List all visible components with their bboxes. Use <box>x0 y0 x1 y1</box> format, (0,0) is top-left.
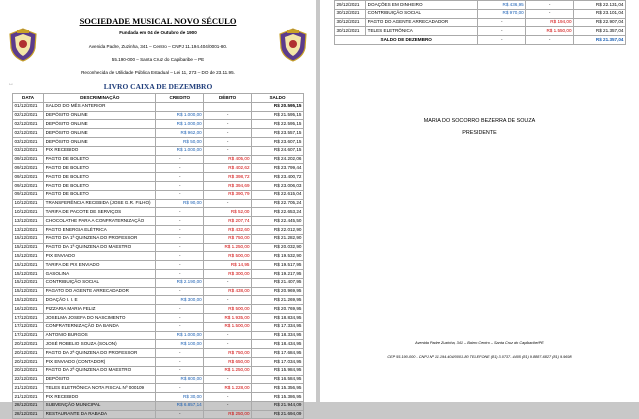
table-row <box>13 155 304 164</box>
cell-credit: R$ 50,00 <box>156 137 204 146</box>
summary-label: SALDO DE DEZEMBRO <box>335 36 478 45</box>
cell-credit: - <box>156 208 204 217</box>
cell-date: 28/12/2021 <box>13 401 44 410</box>
cell-debit: R$ 402,62 <box>204 164 252 173</box>
table-row <box>13 120 304 129</box>
cell-debit: R$ 14,95 <box>204 261 252 270</box>
cell-date: 21/12/2021 <box>13 384 44 393</box>
cell-date: 03/12/2021 <box>13 146 44 155</box>
cell-date: 02/12/2021 <box>13 120 44 129</box>
cell-debit: R$ 394,69 <box>204 181 252 190</box>
table-row <box>335 1 626 10</box>
table-row <box>13 146 304 155</box>
table-row <box>335 18 626 27</box>
cell-debit: R$ 650,00 <box>204 357 252 366</box>
cell-debit: - <box>204 120 252 129</box>
table-row <box>13 410 304 419</box>
cell-credit: R$ 1.000,00 <box>156 146 204 155</box>
cell-date: 15/12/2021 <box>13 296 44 305</box>
table-row <box>13 269 304 278</box>
cell-debit: R$ 405,00 <box>204 155 252 164</box>
cell-description: PAGTO DE BOLETO <box>44 173 156 182</box>
cell-credit: - <box>156 252 204 261</box>
cell-balance: R$ 24.202,06 <box>252 155 304 164</box>
table-row <box>13 331 304 340</box>
table-row <box>13 181 304 190</box>
cell-date: 03/12/2021 <box>13 137 44 146</box>
cell-description: PAGTO DE BOLETO <box>44 164 156 173</box>
cell-debit: - <box>204 296 252 305</box>
cell-credit: - <box>478 18 526 27</box>
col-header-date: DATA <box>13 94 44 103</box>
cell-credit: - <box>156 225 204 234</box>
cell-description: PIZZARIA MARIA FELIZ <box>44 305 156 314</box>
cell-description: DOAÇÃO I. I. E <box>44 296 156 305</box>
cell-debit: R$ 432,60 <box>204 225 252 234</box>
cell-balance: R$ 15.356,95 <box>252 384 304 393</box>
cell-credit: - <box>156 155 204 164</box>
signature-role: PRESIDENTE <box>462 130 497 136</box>
cell-description: PAGTO DE BOLETO <box>44 190 156 199</box>
cell-balance: R$ 19.517,95 <box>252 261 304 270</box>
table-row <box>13 111 304 120</box>
cell-credit: - <box>156 384 204 393</box>
cash-book-table-continued <box>334 0 626 45</box>
cell-credit: - <box>156 173 204 182</box>
table-row <box>13 164 304 173</box>
cell-description: CHOCOLATHE PARA A CONFRATERNIZAÇÃO <box>44 217 156 226</box>
cell-date: 20/12/2021 <box>13 340 44 349</box>
cell-debit: R$ 300,00 <box>204 269 252 278</box>
table-row <box>335 9 626 18</box>
cell-balance: R$ 22.012,90 <box>252 225 304 234</box>
cell-date: 15/12/2021 <box>13 261 44 270</box>
society-crest-icon-right <box>278 28 308 62</box>
cell-date: 22/12/2021 <box>13 375 44 384</box>
cell-date: 09/12/2021 <box>13 155 44 164</box>
footer-address: Avenida Padre Zuzinha, 341 – Bairro Centro – Santa Cruz do Capibaribe/PE <box>415 341 544 345</box>
cell-balance: R$ 23.400,72 <box>252 173 304 182</box>
cell-description: PIX RECEBIDO <box>44 393 156 402</box>
cell-debit: R$ 207,74 <box>204 217 252 226</box>
cell-debit: - <box>204 340 252 349</box>
cell-balance: R$ 21.944,09 <box>252 401 304 410</box>
summary-credit: - <box>478 36 526 45</box>
cell-balance: R$ 18.834,95 <box>252 313 304 322</box>
cell-date: 29/12/2021 <box>335 1 366 10</box>
cell-date: 09/12/2021 <box>13 181 44 190</box>
cell-debit: R$ 1.500,00 <box>204 322 252 331</box>
cell-description: DEPÓSITO ONLINE <box>44 120 156 129</box>
cell-debit: R$ 750,00 <box>204 349 252 358</box>
cell-date: 30/12/2021 <box>335 27 366 36</box>
cell-date: 28/12/2021 <box>13 410 44 419</box>
cell-credit: - <box>156 305 204 314</box>
cell-description: CONFRATERNIZAÇÃO DA BANDA <box>44 322 156 331</box>
cell-description: DEPÓSITO <box>44 375 156 384</box>
ledger-page-1 <box>0 0 316 417</box>
society-crest-icon <box>8 28 38 62</box>
cell-description: TRANSFERÊNCIA RECEBIDA (JOSE G.R. FILHO) <box>44 199 156 208</box>
table-row <box>13 322 304 331</box>
table-row <box>13 243 304 252</box>
cell-date: 09/12/2021 <box>13 164 44 173</box>
table-header-row <box>13 94 304 103</box>
cell-date: 30/12/2021 <box>335 18 366 27</box>
table-row <box>13 208 304 217</box>
cell-debit: R$ 194,00 <box>526 18 574 27</box>
table-row <box>13 357 304 366</box>
table-row <box>13 366 304 375</box>
cell-credit: R$ 962,00 <box>156 129 204 138</box>
cell-balance: R$ 23.799,44 <box>252 164 304 173</box>
cell-date: 15/12/2021 <box>13 278 44 287</box>
move-handle-icon[interactable]: ↔ <box>8 81 14 87</box>
cell-description: PAGTO DA 2ª QUINZENA DO PROFESSOR <box>44 349 156 358</box>
cell-description: PIX RECEBIDO <box>44 146 156 155</box>
cell-balance: R$ 22.907,04 <box>574 18 626 27</box>
table-row <box>13 384 304 393</box>
cell-balance: R$ 22.445,50 <box>252 217 304 226</box>
cell-description: ANTONIO BURGOS <box>44 331 156 340</box>
cell-debit: R$ 500,00 <box>204 305 252 314</box>
col-header-credit: CREDITO <box>156 94 204 103</box>
summary-balance: R$ 21.357,04 <box>574 36 626 45</box>
cell-credit: - <box>156 234 204 243</box>
ledger-page-2 <box>320 0 639 402</box>
cell-balance: R$ 21.595,15 <box>252 111 304 120</box>
cell-balance: R$ 18.434,95 <box>252 340 304 349</box>
cell-description: CONTRIBUIÇÃO SOCIAL <box>366 9 478 18</box>
cell-credit: R$ 1.000,00 <box>156 111 204 120</box>
table-row <box>13 287 304 296</box>
cell-debit <box>204 102 252 111</box>
cell-balance: R$ 20.969,95 <box>252 287 304 296</box>
table-row <box>13 296 304 305</box>
cell-balance: R$ 21.357,04 <box>574 27 626 36</box>
cell-description: PAGTO DA 1ª QUINZENA DO PROFESSOR <box>44 234 156 243</box>
cell-balance: R$ 20.595,15 <box>252 102 304 111</box>
cell-description: SALDO DO MÊS ANTERIOR <box>44 102 156 111</box>
cell-debit: R$ 52,00 <box>204 208 252 217</box>
cell-description: CONTRIBUIÇÃO SOCIAL <box>44 278 156 287</box>
cell-credit: - <box>156 190 204 199</box>
cell-date: 10/12/2021 <box>13 199 44 208</box>
cell-description: DEPÓSITO ONLINE <box>44 111 156 120</box>
recognition-line: Reconhecida de Utilidade Pública Estadual – Lei 11, 273 – DO de 23.11.95. <box>81 70 235 75</box>
col-header-debit: DÉBITO <box>204 94 252 103</box>
table-row <box>13 190 304 199</box>
table-row <box>13 278 304 287</box>
cell-debit: - <box>204 375 252 384</box>
cell-description: PAGTO DA 1ª QUINZENA DO MAESTRO <box>44 243 156 252</box>
cell-date: 10/12/2021 <box>13 208 44 217</box>
table-row <box>13 173 304 182</box>
cell-balance: R$ 23.101,04 <box>574 9 626 18</box>
cell-credit: - <box>156 349 204 358</box>
table-row <box>13 393 304 402</box>
cell-description: PAGTO ENERGIA ELÉTRICA <box>44 225 156 234</box>
cell-debit: R$ 750,00 <box>204 234 252 243</box>
cell-date: 15/12/2021 <box>13 243 44 252</box>
cep-line: 55.190-000 – Santa Cruz do Capibaribe – PE <box>111 57 205 62</box>
table-row <box>13 102 304 111</box>
table-row <box>13 313 304 322</box>
cell-date: 15/12/2021 <box>13 269 44 278</box>
cell-description: PAGTO DA 2ª QUINZENA DO MAESTRO <box>44 366 156 375</box>
cell-debit: R$ 438,00 <box>204 287 252 296</box>
cell-credit: R$ 800,00 <box>156 375 204 384</box>
cell-credit: - <box>156 287 204 296</box>
table-row <box>13 349 304 358</box>
cell-balance: R$ 23.607,15 <box>252 137 304 146</box>
cell-date: 09/12/2021 <box>13 173 44 182</box>
cell-balance: R$ 18.334,95 <box>252 331 304 340</box>
cell-description: DOAÇÕES EM DINHEIRO <box>366 1 478 10</box>
cell-debit: - <box>204 401 252 410</box>
cell-date: 02/12/2021 <box>13 129 44 138</box>
col-header-description: DESCRIMINAÇÃO <box>44 94 156 103</box>
cell-date: 20/12/2021 <box>13 357 44 366</box>
cell-credit: R$ 90,00 <box>156 199 204 208</box>
cell-credit <box>156 102 204 111</box>
cell-credit: - <box>156 243 204 252</box>
cell-description: DEPÓSITO ONLINE <box>44 129 156 138</box>
cell-debit: R$ 1.250,00 <box>204 366 252 375</box>
cell-debit: - <box>526 9 574 18</box>
cell-balance: R$ 19.217,95 <box>252 269 304 278</box>
cell-debit: R$ 250,00 <box>204 410 252 419</box>
cell-credit: R$ 6.857,14 <box>156 401 204 410</box>
table-row <box>13 217 304 226</box>
cell-description: PAGTO DE BOLETO <box>44 181 156 190</box>
cell-date: 13/12/2021 <box>13 225 44 234</box>
cell-description: GASOLINA <box>44 269 156 278</box>
summary-debit: - <box>526 36 574 45</box>
cell-credit: - <box>156 357 204 366</box>
cell-credit: R$ 30,00 <box>156 393 204 402</box>
table-row <box>13 252 304 261</box>
cell-credit: - <box>156 269 204 278</box>
cell-date: 15/12/2021 <box>13 252 44 261</box>
cell-balance: R$ 21.282,90 <box>252 234 304 243</box>
cell-credit: R$ 2.190,00 <box>156 278 204 287</box>
cell-description: PAGTO DO AGENTE ARRECADADOR <box>366 18 478 27</box>
table-row <box>13 401 304 410</box>
cell-credit: R$ 1.000,00 <box>156 120 204 129</box>
cell-credit: R$ 970,00 <box>478 9 526 18</box>
cell-date: 09/12/2021 <box>13 190 44 199</box>
table-row <box>13 225 304 234</box>
cell-credit: R$ 100,00 <box>156 340 204 349</box>
cell-credit: R$ 300,00 <box>156 296 204 305</box>
cell-balance: R$ 17.034,95 <box>252 357 304 366</box>
cell-balance: R$ 22.595,15 <box>252 120 304 129</box>
cell-debit: R$ 500,00 <box>204 252 252 261</box>
cell-date: 01/12/2021 <box>13 102 44 111</box>
table-row <box>13 375 304 384</box>
cell-debit: - <box>526 1 574 10</box>
cell-balance: R$ 21.407,95 <box>252 278 304 287</box>
table-row <box>13 234 304 243</box>
cell-debit: - <box>204 393 252 402</box>
cell-debit: R$ 398,72 <box>204 173 252 182</box>
table-row <box>13 261 304 270</box>
cell-balance: R$ 20.769,95 <box>252 305 304 314</box>
address-line: Avenida Padre, Zuzinha, 341 – Centro – CNPJ 11.194.404/0001-80. <box>88 44 228 49</box>
cell-balance: R$ 19.532,90 <box>252 252 304 261</box>
cell-description: PAGATO DO AGENTE ARRECADADOR <box>44 287 156 296</box>
cell-date: 13/12/2021 <box>13 217 44 226</box>
cell-credit: R$ 1.000,00 <box>156 331 204 340</box>
cell-balance: R$ 23.557,15 <box>252 129 304 138</box>
cell-balance: R$ 17.334,95 <box>252 322 304 331</box>
table-row <box>13 129 304 138</box>
cell-balance: R$ 22.705,24 <box>252 199 304 208</box>
cell-balance: R$ 24.607,15 <box>252 146 304 155</box>
cell-date: 17/12/2021 <box>13 322 44 331</box>
cell-credit: R$ 436,95 <box>478 1 526 10</box>
cell-description: TARIFA DE PACOTE DE SERVIÇOS <box>44 208 156 217</box>
signature-name: MARIA DO SOCORRO BEZERRA DE SOUZA <box>423 118 536 124</box>
cell-debit: R$ 1.935,00 <box>204 313 252 322</box>
cell-debit: - <box>204 146 252 155</box>
cell-credit: - <box>156 181 204 190</box>
cell-credit: - <box>156 164 204 173</box>
footer-contact: CEP 55.190-000 - CNPJ Nº 11.194.404/0001-80 TELEFONE (81) 3.0737- 4405 (81) 9.8887-6827 (81) 9.9698 <box>387 355 572 359</box>
cell-date: 17/12/2021 <box>13 331 44 340</box>
cell-date: 20/12/2021 <box>13 349 44 358</box>
cell-balance: R$ 16.584,95 <box>252 375 304 384</box>
cell-date: 21/12/2021 <box>13 393 44 402</box>
cell-balance: R$ 23.006,03 <box>252 181 304 190</box>
cell-credit: - <box>478 27 526 36</box>
cell-date: 02/12/2021 <box>13 111 44 120</box>
cell-balance: R$ 17.684,95 <box>252 349 304 358</box>
book-title: LIVRO CAIXA DE DEZEMBRO <box>103 82 213 91</box>
cell-debit: R$ 1.550,00 <box>526 27 574 36</box>
cell-credit: - <box>156 322 204 331</box>
cell-description: TARIFA DE PIX ENVIADO <box>44 261 156 270</box>
cell-debit: - <box>204 137 252 146</box>
cell-credit: - <box>156 410 204 419</box>
society-title: SOCIEDADE MUSICAL NOVO SÉCULO <box>79 16 237 26</box>
cell-balance: R$ 21.694,09 <box>252 410 304 419</box>
cell-balance: R$ 15.984,95 <box>252 366 304 375</box>
cell-description: RESTAURANTE DA RABADA <box>44 410 156 419</box>
founded-line: Fundada em 04 de Outubro de 1900 <box>119 30 197 35</box>
cell-balance: R$ 21.269,95 <box>252 296 304 305</box>
cell-description: SUBVENÇÃO MUNICIPAL <box>44 401 156 410</box>
cell-credit: - <box>156 217 204 226</box>
table-row <box>13 199 304 208</box>
cell-date: 30/12/2021 <box>335 9 366 18</box>
cell-date: 16/12/2021 <box>13 305 44 314</box>
table-row <box>13 137 304 146</box>
cell-date: 17/12/2021 <box>13 313 44 322</box>
summary-row <box>335 36 626 45</box>
cell-description: PAGTO DE BOLETO <box>44 155 156 164</box>
cell-description: TELES ELETRÔNICA <box>366 27 478 36</box>
cell-balance: R$ 15.386,95 <box>252 393 304 402</box>
cell-description: TELES ELETRÔNICA NOTA FISCAL Nº 000109 <box>44 384 156 393</box>
cell-date: 15/12/2021 <box>13 287 44 296</box>
cell-date: 15/12/2021 <box>13 234 44 243</box>
cell-description: PIX ENVIADO (CONTADOR) <box>44 357 156 366</box>
cell-credit: - <box>156 261 204 270</box>
cell-balance: R$ 20.032,90 <box>252 243 304 252</box>
table-row <box>13 305 304 314</box>
cell-credit: - <box>156 366 204 375</box>
cell-description: DEPÓSITO ONLINE <box>44 137 156 146</box>
table-row <box>13 340 304 349</box>
cell-debit: R$ 1.250,00 <box>204 243 252 252</box>
cell-debit: - <box>204 129 252 138</box>
cell-description: JOSÉ ROBELIO SOUZA (SOLON) <box>44 340 156 349</box>
cell-debit: R$ 390,79 <box>204 190 252 199</box>
cell-date: 20/12/2021 <box>13 366 44 375</box>
cell-debit: R$ 1.228,00 <box>204 384 252 393</box>
cell-credit: - <box>156 313 204 322</box>
cell-debit: - <box>204 111 252 120</box>
cell-balance: R$ 22.131,04 <box>574 1 626 10</box>
table-row <box>335 27 626 36</box>
col-header-balance: SALDO <box>252 94 304 103</box>
cell-balance: R$ 22.615,04 <box>252 190 304 199</box>
cell-debit: - <box>204 199 252 208</box>
cell-description: PIX ENVIADO <box>44 252 156 261</box>
cash-book-table <box>12 93 304 419</box>
cell-debit: - <box>204 331 252 340</box>
cell-description: JOSELMA JOSEFA DO NASCIMENTO <box>44 313 156 322</box>
cell-balance: R$ 22.653,24 <box>252 208 304 217</box>
cell-debit: - <box>204 278 252 287</box>
